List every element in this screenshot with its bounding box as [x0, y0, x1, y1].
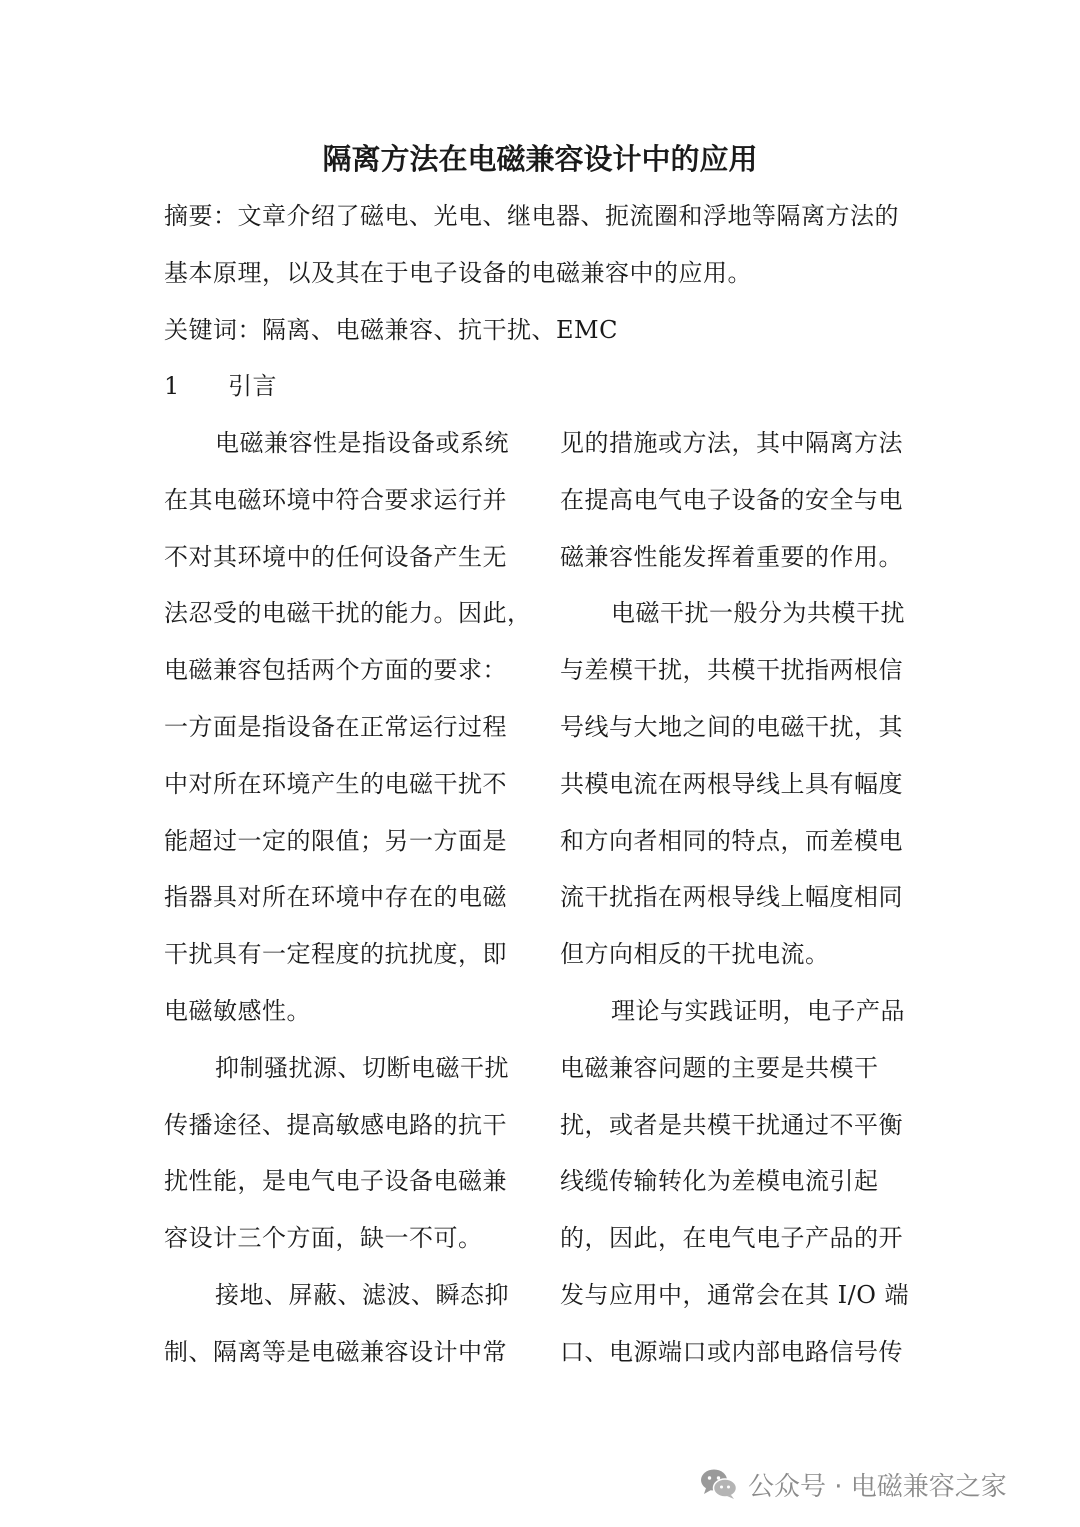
left-col-line: 在其电磁环境中符合要求运行并 [164, 485, 507, 514]
right-column [560, 423, 920, 1389]
left-col-line: 传播途径、提高敏感电路的抗干 [164, 1110, 507, 1139]
abstract-line-2: 基本原理，以及其在于电子设备的电磁兼容中的应用。 [164, 259, 752, 287]
wechat-icon [700, 1468, 738, 1500]
abstract-line-1: 摘要：文章介绍了磁电、光电、继电器、扼流圈和浮地等隔离方法的 [164, 202, 899, 230]
left-col-line: 一方面是指设备在正常运行过程 [164, 712, 507, 741]
right-col-line: 的，因此，在电气电子产品的开 [560, 1224, 903, 1253]
left-col-line: 抑制骚扰源、切断电磁干扰 [215, 1053, 509, 1082]
left-column [164, 423, 532, 1389]
right-col-line: 发与应用中，通常会在其 I/O 端 [560, 1280, 909, 1309]
right-col-line: 口、电源端口或内部电路信号传 [560, 1337, 903, 1366]
left-col-line: 法忍受的电磁干扰的能力。因此， [164, 599, 532, 628]
left-col-line: 能超过一定的限值；另一方面是 [164, 826, 507, 855]
left-col-line: 电磁兼容性是指设备或系统 [215, 429, 509, 457]
right-col-line: 和方向者相同的特点，而差模电 [560, 826, 903, 855]
left-col-line: 电磁兼容包括两个方面的要求： [164, 656, 507, 685]
left-col-line: 干扰具有一定程度的抗扰度，即 [164, 940, 507, 969]
section-title: 引言 [228, 372, 277, 400]
right-col-line: 见的措施或方法，其中隔离方法 [560, 429, 903, 457]
left-col-line: 扰性能，是电气电子设备电磁兼 [164, 1167, 507, 1196]
left-col-line: 电磁敏感性。 [164, 996, 311, 1025]
left-col-line: 中对所在环境产生的电磁干扰不 [164, 769, 507, 798]
left-col-line: 接地、屏蔽、滤波、瞬态抑 [215, 1280, 509, 1309]
right-col-line: 线缆传输转化为差模电流引起 [560, 1167, 879, 1196]
right-col-line: 与差模干扰，共模干扰指两根信 [560, 656, 903, 685]
left-col-line: 容设计三个方面，缺一不可。 [164, 1224, 483, 1253]
right-col-line: 但方向相反的干扰电流。 [560, 940, 830, 969]
right-col-line: 扰，或者是共模干扰通过不平衡 [560, 1110, 903, 1139]
document-title: 隔离方法在电磁兼容设计中的应用 [322, 142, 758, 176]
right-col-line: 号线与大地之间的电磁干扰，其 [560, 712, 903, 741]
watermark [700, 1462, 1007, 1506]
right-col-line: 在提高电气电子设备的安全与电 [560, 485, 903, 514]
watermark-text: 公众号 · 电磁兼容之家 [748, 1471, 1007, 1502]
keywords-line: 关键词：隔离、电磁兼容、抗干扰、EMC [164, 316, 618, 344]
right-col-line: 流干扰指在两根导线上幅度相同 [560, 883, 903, 912]
right-col-line: 磁兼容性能发挥着重要的作用。 [560, 542, 903, 571]
right-col-line: 共模电流在两根导线上具有幅度 [560, 769, 903, 798]
right-col-line: 理论与实践证明，电子产品 [611, 996, 905, 1025]
left-col-line: 不对其环境中的任何设备产生无 [164, 542, 507, 571]
left-col-line: 指器具对所在环境中存在的电磁 [164, 883, 507, 912]
section-number: 1 [164, 372, 180, 400]
right-col-line: 电磁干扰一般分为共模干扰 [611, 599, 905, 628]
right-col-line: 电磁兼容问题的主要是共模干 [560, 1053, 879, 1082]
left-col-line: 制、隔离等是电磁兼容设计中常 [164, 1337, 507, 1366]
